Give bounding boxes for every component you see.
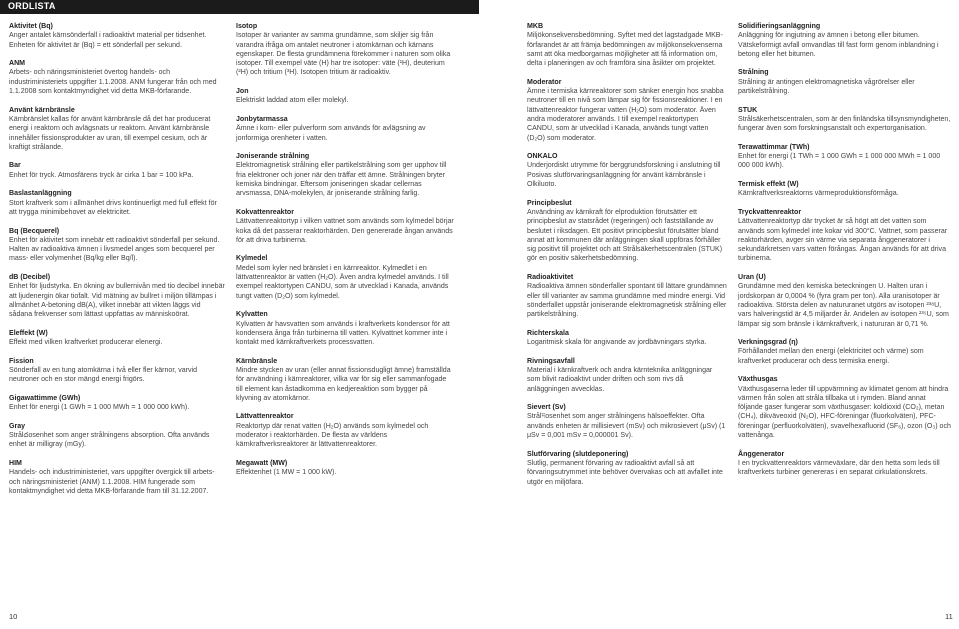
glossary-definition: Arbets- och näringsministeriet övertog handels- och industriministeriets uppgifter 1.1.2008. ANM fungerar från och med 1.1.2008 som kontaktmyndighet vid detta MKB-förfarande. xyxy=(9,69,217,96)
glossary-term: Terawattimmar (TWh) xyxy=(738,143,810,151)
glossary-entry xyxy=(9,161,225,180)
glossary-definition: Grundämne med den kemiska beteckningen U. Halten uran i jordskorpan är 0,0004 % (fyra gram per ton). Alla uranisotoper är radioaktiva. Största delen av natururanet utgörs av isotopen ²³⁸U, vars halveringstid är 4,5 miljarder år. Andelen av isotopen ²³⁵U, som lämpar sig som bränsle i kärnkraftverk, i natururan är 0,71 %. xyxy=(738,283,949,328)
glossary-definition: Ämne i termiska kärnreaktorer som sänker energin hos snabba neutroner till en nivå som lämpar sig för fissionsreaktioner. I en lättvattenreaktor fungerar vatten (H₂O) som moderator. Även andra moderatorer används. I till exempel reaktortypen CANDU, som är utvecklad i Kanada, används tungt vatten (D₂O) som moderator. xyxy=(527,88,724,142)
glossary-entry xyxy=(236,310,454,347)
glossary-term: dB (Decibel) xyxy=(9,274,51,282)
glossary-term: Megawatt (MW) xyxy=(236,459,288,467)
glossary-definition: Kärnbränslet kallas för använt kärnbränsle då det har producerat energi i reaktorn och avlägsnats ur reaktorn. Använt kärnbränsle innehåller fissionsprodukter av uran, till exempel cesium, och är kraftigt strålande. xyxy=(9,115,211,151)
glossary-term: Slutförvaring (slutdeponering) xyxy=(527,450,629,458)
glossary-entry xyxy=(738,180,952,199)
glossary-term: Använt kärnbränsle xyxy=(9,106,75,114)
glossary-entry xyxy=(738,375,952,440)
glossary-definition: Strålsäkerhetscentralen, som är den finländska tillsynsmyndigheten, fungerar även som forskningsanstalt och expertorganisation. xyxy=(738,115,951,133)
page-title: ORDLISTA xyxy=(8,1,56,11)
glossary-definition: Ämne i korn- eller pulverform som används för avlägsning av jonformiga orenheter i vatten. xyxy=(236,125,426,142)
glossary-term: Baslastanläggning xyxy=(9,190,72,198)
glossary-entry xyxy=(527,199,727,264)
glossary-term: Rivningsavfall xyxy=(527,357,575,365)
glossary-entry xyxy=(738,273,952,329)
glossary-definition: Effektenhet (1 MW = 1 000 kW). xyxy=(236,469,337,477)
glossary-column-1 xyxy=(9,22,225,505)
glossary-entry xyxy=(738,68,952,96)
glossary-definition: Material i kärnkraftverk och andra kärnteknika anläggningar som blivit radioaktivt under driften och som rivs då anläggningen avvecklas. xyxy=(527,366,713,393)
glossary-term: Solidifieringsanläggning xyxy=(738,23,821,30)
glossary-term: Jonbytarmassa xyxy=(236,115,288,123)
glossary-entry xyxy=(9,189,225,217)
glossary-entry xyxy=(236,152,454,198)
glossary-definition: Anläggning för ingjutning av ämnen i betong eller bitumen. Vätskeformigt avfall omvandlas till fast form genom inblandning i betong eller het bitumen. xyxy=(738,32,939,58)
glossary-entry xyxy=(527,450,727,487)
glossary-term: Ånggenerator xyxy=(738,450,785,458)
glossary-definition: Isotoper är varianter av samma grundämne, som skiljer sig från varandra ifråga om antalet neutroner i atomkärnan och kärnans egenskaper. De flesta grundämnena förekommer i naturen som olika isotoper. Till exempel väte (H) har tre isotoper: väte (¹H), deuterium (²H) och tritium (³H). Isotopen tritium är radioaktiv. xyxy=(236,32,451,77)
glossary-entry xyxy=(527,22,727,68)
glossary-term: HIM xyxy=(9,459,22,467)
glossary-entry xyxy=(527,329,727,348)
glossary-entry xyxy=(236,459,454,478)
glossary-definition: Underjordiskt utrymme för berggrundsforskning i anslutning till Posivas slutförvaringsanläggning för använt kärnbränsle i Olkiluoto. xyxy=(527,162,721,189)
glossary-term: Tryckvattenreaktor xyxy=(738,208,802,216)
glossary-term: Gray xyxy=(9,422,26,430)
glossary-definition: Strålদosenhet som anger strålningens hälsoeffekter. Ofta används enheten är millisievert (mSv) och mikrosievert (μSv) (1 μSv = 0,001 mSv = 0,000001 Sv). xyxy=(527,413,726,440)
glossary-term: Strålning xyxy=(738,69,769,77)
glossary-entry xyxy=(236,412,454,449)
glossary-term: Eleffekt (W) xyxy=(9,329,48,337)
glossary-definition: Radioaktiva ämnen sönderfaller spontant till lättare grundämnen eller till varianter av samma grundämne med mindre energi. Vid sönderfallet uppstår joniserande elektromagnetisk strålning eller partikelstrålning. xyxy=(527,283,727,319)
glossary-entry xyxy=(738,106,952,134)
glossary-definition: Elektromagnetisk strålning eller partikelstrålning som ger upphov till fria elektroner och joner när den träffar ett ämne. Strålningen bryter kemiska bindningar. Eftersom joniseringen skadar cellernas arvsmassa, DNA-molekylen, är joniserande strålning farlig. xyxy=(236,162,447,198)
glossary-definition: Logaritmisk skala för angivande av jordbävningars styrka. xyxy=(527,339,707,347)
glossary-entry xyxy=(9,22,225,50)
glossary-column-3 xyxy=(527,22,727,496)
glossary-definition: Strålదosenhet som anger strålningens absorption. Ofta används enhet är milligray (mGy). xyxy=(9,432,210,449)
glossary-definition: Slutlig, permanent förvaring av radioaktivt avfall så att förvaringsutrymmet inte behöver övervakas och att avfallet inte utgör en miljöfara. xyxy=(527,459,723,486)
header-bar xyxy=(0,0,479,14)
glossary-entry xyxy=(738,450,952,478)
glossary-entry xyxy=(9,106,225,152)
glossary-entry xyxy=(9,459,225,496)
glossary-definition: Kylvatten är havsvatten som används i kraftverkets kondensor för att kondensera ånga från turbinerna till vatten. Kylvattnet kommer inte i kontakt med kärnkraftverkets processvatten. xyxy=(236,320,450,347)
glossary-entry xyxy=(9,394,225,413)
glossary-definition: Strålning är antingen elektromagnetiska vågrörelser eller partikelstrålning. xyxy=(738,78,915,96)
glossary-term: Aktivitet (Bq) xyxy=(9,23,53,30)
glossary-entry xyxy=(738,208,952,264)
glossary-entry xyxy=(738,22,952,59)
glossary-entry xyxy=(527,152,727,189)
glossary-definition: I en tryckvattenreaktors värmeväxlare, där den hetta som leds till kraftverkets turbiner genereras i en separat cirkulationskrets. xyxy=(738,459,940,477)
glossary-term: Moderator xyxy=(527,78,562,86)
glossary-entry xyxy=(738,143,952,171)
glossary-term: ONKALO xyxy=(527,153,558,161)
glossary-entry xyxy=(9,329,225,348)
page-number-right: 11 xyxy=(945,612,953,621)
glossary-term: Kylmedel xyxy=(236,255,268,263)
glossary-definition: Reaktortyp där renat vatten (H₂O) används som kylmedel och moderator i reaktorhärden. De flesta av världens kärnkraftverksreaktorer är lättvattenreaktorer. xyxy=(236,422,429,449)
glossary-term: Fission xyxy=(9,357,34,365)
glossary-definition: Lättvattenreaktortyp där trycket är så högt att det vatten som används som kylmedel inte kokar vid 300°C. Vattnet, som passerar reaktorhärden, avger sin värme via separata ånggeneratorer i sekundärkretsen vars vatten förångas. Ångan används för att driva turbinerna. xyxy=(738,218,948,263)
glossary-term: Bar xyxy=(9,162,21,170)
glossary-entry xyxy=(9,422,225,450)
glossary-entry xyxy=(236,115,454,143)
glossary-entry xyxy=(236,254,454,300)
glossary-entry xyxy=(9,273,225,319)
glossary-entry xyxy=(236,208,454,245)
glossary-term: Kärnbränsle xyxy=(236,357,278,365)
glossary-entry xyxy=(527,273,727,319)
glossary-term: Jon xyxy=(236,88,249,96)
glossary-definition: Miljökonsekvensbedömning. Syftet med det lagstadgade MKB-förfarandet är att främja bedömningen av miljökonsekvenserna samt att öka medborgarnas möjligheter att få information om, delta i planeringen av och framföra sina åsikter om projektet. xyxy=(527,32,723,68)
glossary-column-2 xyxy=(236,22,454,487)
glossary-entry xyxy=(9,59,225,96)
glossary-term: STUK xyxy=(738,106,758,114)
glossary-term: MKB xyxy=(527,23,544,30)
glossary-definition: Enhet för aktivitet som innebär ett radioaktivt sönderfall per sekund. Halten av radioaktiva ämnen i livsmedel anges som becquerel per mass- eller volymenhet (Bq/kg eller Bq/l). xyxy=(9,236,220,263)
glossary-definition: Enhet för energi (1 GWh = 1 000 MWh = 1 000 000 kWh). xyxy=(9,404,190,412)
glossary-definition: Lättvattenreaktortyp i vilken vattnet som används som kylmedel börjar koka då det passerar reaktorhärden. Den genererade ångan används för att driva turbinerna. xyxy=(236,218,454,244)
glossary-definition: Stort kraftverk som i allmänhet drivs kontinuerligt med full effekt för att trygga minimibehovet av elektricitet. xyxy=(9,199,217,216)
glossary-term: Principbeslut xyxy=(527,199,572,207)
glossary-entry xyxy=(236,87,454,106)
glossary-definition: Anger antalet kärnsönderfall i radioaktivt material per tidsenhet. Enheten för aktivitet är (Bq) = ett sönderfall per sekund. xyxy=(9,32,207,49)
glossary-entry xyxy=(9,357,225,385)
glossary-term: Joniserande strålning xyxy=(236,153,310,161)
glossary-definition: Användning av kärnkraft för elproduktion förutsätter ett principbeslut av statsrådet (regeringen) och fastställande av beslutet i riksdagen. Ett positivt principbeslut förutsätter bland annat att kommunen där anläggningen skall uppföras förhåller sig positivt till projektet och att Strålsäkerhetscentralen (STUK) gör en positiv säkerhetsbedömning. xyxy=(527,208,723,263)
glossary-definition: Enhet för tryck. Atmosfärens tryck är cirka 1 bar = 100 kPa. xyxy=(9,171,194,179)
glossary-entry xyxy=(236,357,454,403)
glossary-term: Radioaktivitet xyxy=(527,274,574,282)
glossary-definition: Förhållandet mellan den energi (elektricitet och värme) som kraftverket producerar och dess termiska energi. xyxy=(738,348,924,365)
glossary-term: Termisk effekt (W) xyxy=(738,181,799,189)
glossary-column-4 xyxy=(738,22,952,487)
glossary-entry xyxy=(738,338,952,366)
glossary-term: ANM xyxy=(9,60,26,68)
glossary-term: Isotop xyxy=(236,23,258,30)
glossary-term: Uran (U) xyxy=(738,274,766,282)
glossary-definition: Handels- och industriministeriet, vars uppgifter övergick till arbets- och näringsministeriet (ANM) 1.1.2008. HIM fungerade som kontaktmyndighet vid detta MKB-förfarande fram till 31.12.2007. xyxy=(9,469,215,495)
glossary-definition: Mindre stycken av uran (eller annat fissionsdugligt ämne) framställda för användning i kärnreaktorer, vilka var för sig eller sammanfogade till element kan åstadkomma en kedjereaktion som bygger på klyvning av atomkärnor. xyxy=(236,366,451,402)
glossary-entry xyxy=(527,78,727,143)
glossary-term: Lättvattenreaktor xyxy=(236,413,294,421)
glossary-term: Gigawattimme (GWh) xyxy=(9,394,81,402)
glossary-definition: Enhet för ljudstyrka. En ökning av bullernivån med tio decibel innebär att ljudenergin ökar tiofalt. Vid mätning av bullret i miljön tillämpas i allmänhet A-betoning dB(A), vilket innebär att vikten läggs vid sådana frekvenser som lättast uppfattas av människoörat. xyxy=(9,283,225,319)
glossary-definition: Växthusgaserna leder till uppvärmning av klimatet genom att hindra värmen från solen att stråla tillbaka ut i rymden. Bland annat följande gaser fungerar som växthusgaser: koldioxid (CO₂), metan (CH₄), dikväveoxid (N₂O), HFC-föreningar (fluorkolväten), PFC-föreningar (perfluorkolväten), svavelhexafluorid (SF₆), ozon (O₃) och vattenånga. xyxy=(738,385,951,440)
glossary-definition: Medel som kyler ned bränslet i en kärnreaktor. Kylmedlet i en lättvattenreaktor är vatten (H₂O). Även andra kylmedel används. I till exempel reaktortypen CANDU, som är utvecklad i Kanada, används tungt vatten (D₂O) som kylmedel. xyxy=(236,264,449,300)
glossary-term: Växthusgas xyxy=(738,376,778,384)
glossary-entry xyxy=(9,227,225,264)
glossary-definition: Sönderfall av en tung atomkärna i två eller fler kärnor, varvid neutroner och en stor mängd energi frigörs. xyxy=(9,366,198,384)
glossary-entry xyxy=(527,403,727,440)
page-number-left: 10 xyxy=(9,612,18,621)
glossary-entry xyxy=(527,357,727,394)
glossary-term: Richterskala xyxy=(527,329,569,337)
glossary-definition: Effekt med vilken kraftverket producerar elenergi. xyxy=(9,339,163,347)
glossary-term: Kylvatten xyxy=(236,311,268,319)
glossary-definition: Elektriskt laddad atom eller molekyl. xyxy=(236,97,349,105)
glossary-definition: Enhet för energi (1 TWh = 1 000 GWh = 1 000 000 MWh = 1 000 000 000 kWh). xyxy=(738,153,941,170)
glossary-term: Verkningsgrad (η) xyxy=(738,339,798,347)
glossary-term: Bq (Becquerel) xyxy=(9,227,60,235)
glossary-term: Kokvattenreaktor xyxy=(236,208,294,216)
glossary-definition: Kärnkraftverksreaktorns värmeproduktionsförmåga. xyxy=(738,190,899,198)
glossary-entry xyxy=(236,22,454,78)
glossary-term: Sievert (Sv) xyxy=(527,404,566,412)
